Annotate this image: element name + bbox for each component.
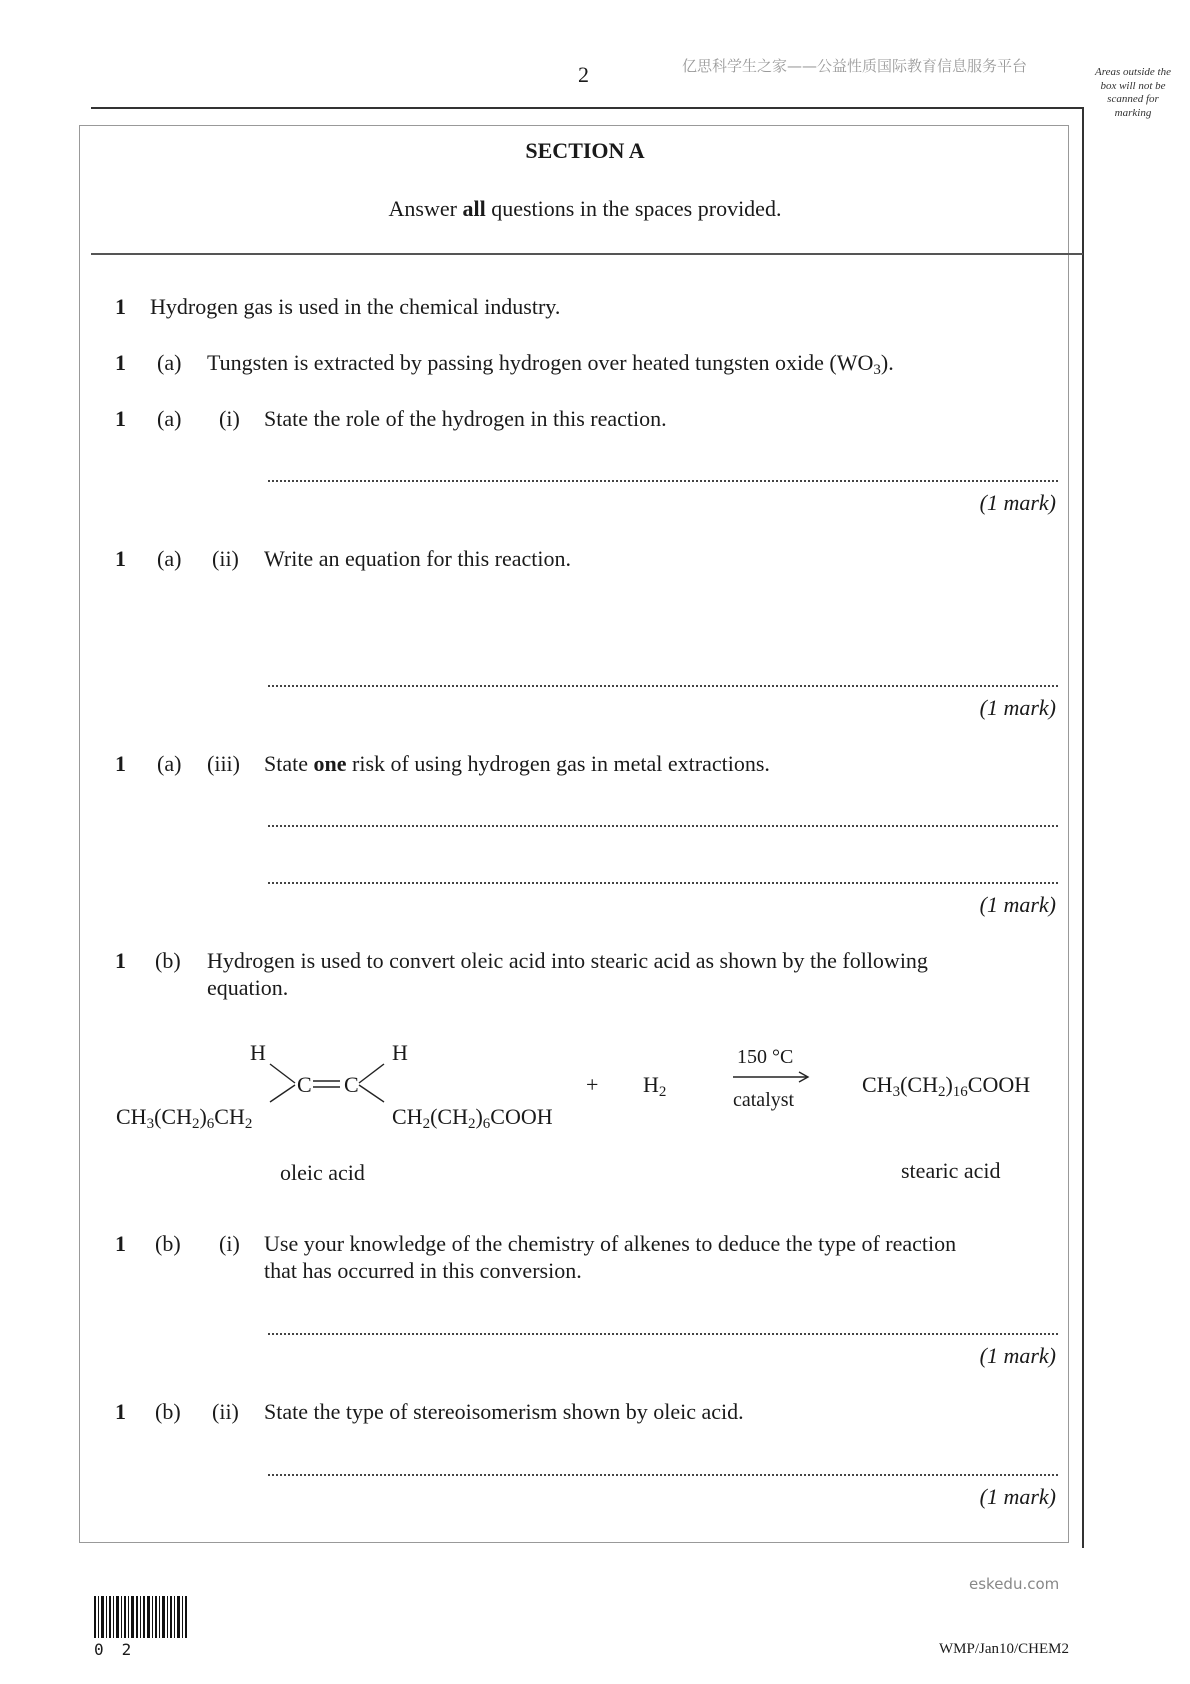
subpart-label: (ii) bbox=[212, 546, 239, 571]
margin-note: Areas outside the box will not be scanned for marking bbox=[1095, 66, 1171, 119]
question-number: 1 bbox=[115, 294, 126, 319]
question-text: Hydrogen gas is used in the chemical industry. bbox=[150, 294, 561, 319]
question-number: 1 bbox=[115, 546, 126, 571]
right-substituent: $CH_2(CH_2)_6COOH$ bbox=[392, 1104, 553, 1132]
question-number: 1 bbox=[115, 751, 126, 776]
question-text-continued: that has occurred in this conversion. bbox=[264, 1258, 582, 1283]
watermark-text: 亿思科学生之家——公益性质国际教育信息服务平台 bbox=[682, 57, 1028, 75]
hydrogen-atom-right: H bbox=[392, 1040, 408, 1065]
question-text-continued: equation. bbox=[207, 975, 289, 1000]
carbon-atom-right: C bbox=[344, 1072, 359, 1097]
question-text: Write an equation for this reaction. bbox=[264, 546, 572, 571]
subpart-label: (i) bbox=[219, 406, 240, 431]
barcode-icon bbox=[94, 1596, 188, 1638]
question-number: 1 bbox=[115, 1399, 126, 1424]
right-margin-rule bbox=[1082, 107, 1084, 1548]
answer-line[interactable] bbox=[268, 480, 1058, 482]
product-formula: $CH_3(CH_2)_{16}COOH$ bbox=[862, 1072, 1031, 1100]
page-number: 2 bbox=[578, 62, 589, 87]
subpart-label: (iii) bbox=[207, 751, 240, 776]
part-label: (a) bbox=[157, 751, 182, 776]
question-number: 1 bbox=[115, 1231, 126, 1256]
reaction-arrow-icon bbox=[733, 1070, 813, 1084]
hydrogen-molecule: $H_2$ bbox=[643, 1072, 667, 1100]
left-substituent: $CH_3(CH_2)_6CH_2$ bbox=[116, 1104, 253, 1132]
subpart-label: (ii) bbox=[212, 1399, 239, 1424]
mark-allocation: (1 mark) bbox=[979, 892, 1056, 917]
question-number: 1 bbox=[115, 948, 126, 973]
part-label: (b) bbox=[155, 1231, 181, 1256]
answer-line[interactable] bbox=[268, 825, 1058, 827]
section-title: SECTION A bbox=[525, 138, 645, 163]
mark-allocation: (1 mark) bbox=[979, 695, 1056, 720]
question-text: State the role of the hydrogen in this reaction. bbox=[264, 406, 667, 431]
question-number: 1 bbox=[115, 406, 126, 431]
part-label: (b) bbox=[155, 948, 181, 973]
bond-lines bbox=[250, 1050, 410, 1115]
part-label: (b) bbox=[155, 1399, 181, 1424]
mark-allocation: (1 mark) bbox=[979, 490, 1056, 515]
question-number: 1 bbox=[115, 350, 126, 375]
reaction-catalyst: catalyst bbox=[733, 1089, 795, 1111]
section-rule bbox=[91, 253, 1083, 255]
top-rule bbox=[91, 107, 1083, 109]
question-text: State one risk of using hydrogen gas in metal extractions. bbox=[264, 751, 770, 776]
footer-code: WMP/Jan10/CHEM2 bbox=[939, 1641, 1070, 1657]
answer-line[interactable] bbox=[268, 882, 1058, 884]
subpart-label: (i) bbox=[219, 1231, 240, 1256]
answer-line[interactable] bbox=[268, 1474, 1058, 1476]
question-text: Use your knowledge of the chemistry of alkenes to deduce the type of reaction bbox=[264, 1231, 957, 1256]
question-text: State the type of stereoisomerism shown by oleic acid. bbox=[264, 1399, 744, 1424]
carbon-atom-left: C bbox=[297, 1072, 312, 1097]
reactant-name: oleic acid bbox=[280, 1160, 365, 1185]
plus-sign: + bbox=[586, 1072, 599, 1097]
answer-line[interactable] bbox=[268, 685, 1058, 687]
mark-allocation: (1 mark) bbox=[979, 1343, 1056, 1368]
answer-box bbox=[79, 125, 1069, 1543]
mark-allocation: (1 mark) bbox=[979, 1484, 1056, 1509]
part-label: (a) bbox=[157, 350, 182, 375]
hydrogen-atom-left: H bbox=[250, 1040, 266, 1065]
part-label: (a) bbox=[157, 406, 182, 431]
reaction-temperature: 150 °C bbox=[737, 1046, 794, 1068]
part-label: (a) bbox=[157, 546, 182, 571]
question-text: Hydrogen is used to convert oleic acid into stearic acid as shown by the following bbox=[207, 948, 928, 973]
answer-line[interactable] bbox=[268, 1333, 1058, 1335]
barcode-number: 02 bbox=[94, 1640, 150, 1659]
product-name: stearic acid bbox=[901, 1158, 1001, 1183]
section-instruction: Answer all questions in the spaces provided. bbox=[388, 196, 782, 221]
footer-site: eskedu.com bbox=[969, 1575, 1060, 1593]
question-text: Tungsten is extracted by passing hydrogen over heated tungsten oxide $(WO_3)$. bbox=[207, 350, 894, 378]
